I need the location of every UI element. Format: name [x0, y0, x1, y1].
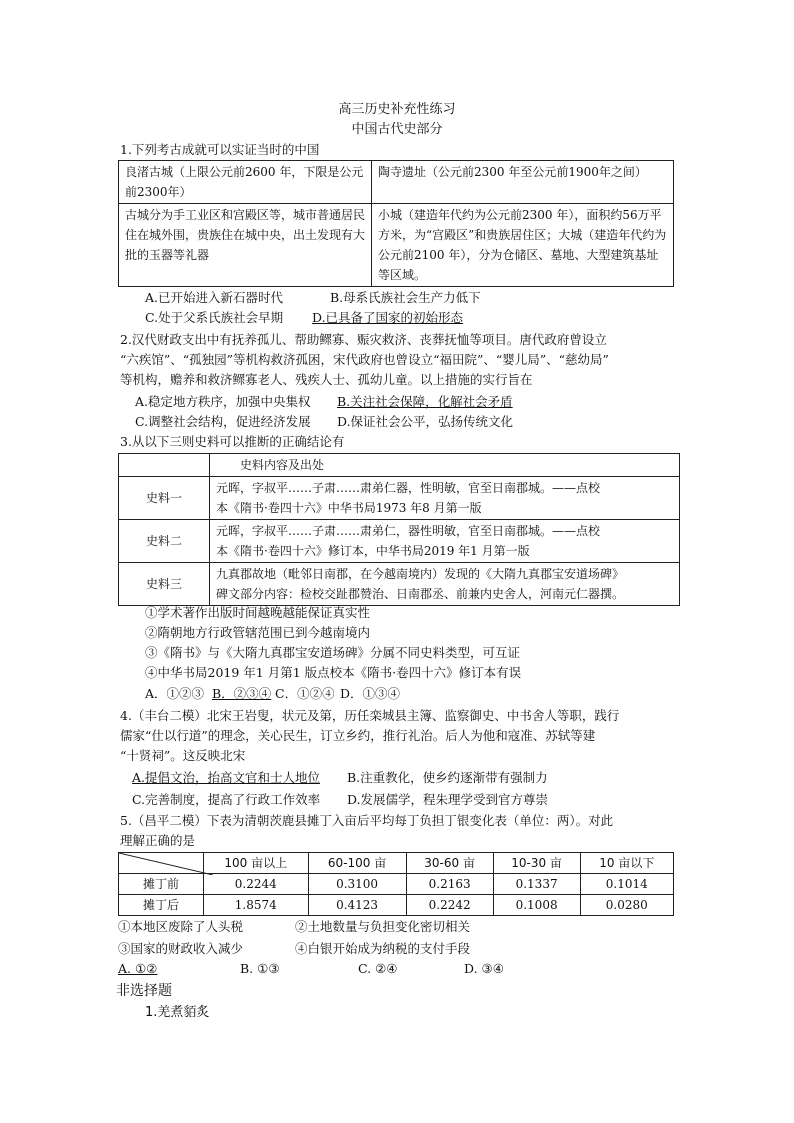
q5-option-a: A. ①②: [118, 961, 158, 976]
q3-row-content: [210, 520, 680, 563]
q3-option-b: B．②③④: [212, 686, 272, 701]
q3-row-label: 史料一: [119, 477, 210, 520]
q5-cell: 0.2163: [406, 874, 493, 895]
q5-cell: 0.1014: [580, 874, 673, 895]
q3-row-content: [210, 477, 680, 520]
q4-line-3: “十贤祠”。这反映北宋: [120, 748, 246, 763]
q5-cell: 0.0280: [580, 895, 673, 916]
q3-header: 史料内容及出处: [210, 454, 680, 477]
q4-option-b: B.注重教化，使乡约逐渐带有强制力: [347, 770, 548, 785]
q2-line-3: 等机构，赡养和救济鳏寡老人、残疾人士、孤幼儿童。以上措施的实行旨在: [120, 372, 533, 387]
q5-row-label: 摊丁前: [119, 874, 204, 895]
q1-cell-liangzhu-title: 良渚古城（上限公元前2600 年，下限是公元前2300年）: [119, 161, 372, 204]
q5-col-header: 100 亩以上: [204, 853, 309, 874]
q1-option-c: C.处于父系氏族社会早期: [145, 310, 284, 325]
q5-corner-diagonal: [119, 853, 213, 875]
q2-option-d: D.保证社会公平，弘扬传统文化: [337, 414, 514, 429]
q3-table: [118, 453, 680, 606]
q3-row-line: 本《隋书·卷四十六》中华书局1973 年8 月第一版: [216, 501, 482, 515]
q5-line-2: 理解正确的是: [120, 833, 196, 848]
q5-option-c: C. ②④: [358, 961, 398, 976]
q3-stem: 3.从以下三则史料可以推断的正确结论有: [120, 434, 345, 449]
q5-option-d: D. ③④: [464, 961, 504, 976]
q2-line-1: 2.汉代财政支出中有抚养孤儿、帮助鳏寡、赈灾救济、丧葬抚恤等项目。唐代政府曾设立: [120, 332, 607, 347]
q1-option-d: D.已具备了国家的初始形态: [312, 310, 464, 325]
q5-table: [118, 852, 674, 916]
q1-cell-taosi-title: 陶寺遗址（公元前2300 年至公元前1900年之间）: [372, 161, 674, 204]
q5-col-header: 60-100 亩: [308, 853, 406, 874]
doc-title: 高三历史补充性练习: [338, 102, 456, 117]
q2-option-a: A.稳定地方秩序，加强中央集权: [135, 394, 311, 409]
q3-row-content: [210, 563, 680, 606]
q5-cell: 0.4123: [308, 895, 406, 916]
q1-cell-taosi-desc: 小城（建造年代约为公元前2300 年），面积约56万平方米，为“宫殿区”和贵族居住区；大城（建造年代约为公元前2100 年），分为仓储区、墓地、大型建筑基址等区域。: [372, 204, 674, 287]
q3-row-line: 碑文部分内容：检校交趾郡赞治、日南郡丞、前兼内史舍人，河南元仁器撰。: [216, 587, 625, 601]
q5-item-4: ④白银开始成为纳税的支付手段: [295, 941, 471, 956]
q3-row-line: 元晖，字叔平……子肃……肃弟仁，器性明敏，官至日南郡城。——点校: [216, 524, 601, 538]
q3-row-label: 史料三: [119, 563, 210, 606]
q5-cell: 0.3100: [308, 874, 406, 895]
q5-cell: 0.1008: [493, 895, 580, 916]
q3-item-1: ①学术著作出版时间越晚越能保证真实性: [145, 605, 371, 620]
q2-option-c: C.调整社会结构，促进经济发展: [135, 414, 311, 429]
q3-row-line: 九真郡故地（毗邻日南郡，在今越南境内）发现的《大隋九真郡宝安道场碑》: [216, 567, 625, 581]
q4-option-a: A.提倡文治，抬高文官和士人地位: [132, 770, 321, 785]
q3-row-line: 本《隋书·卷四十六》修订本，中华书局2019 年1 月第一版: [216, 544, 530, 558]
q5-option-b: B. ①③: [240, 961, 280, 976]
q3-option-c: C．①②④: [275, 686, 335, 701]
q5-cell: 1.8574: [204, 895, 309, 916]
q5-item-2: ②土地数量与负担变化密切相关: [295, 919, 471, 934]
q5-cell: 0.1337: [493, 874, 580, 895]
q5-cell: 0.2244: [204, 874, 309, 895]
q1-option-b: B.母系氏族社会生产力低下: [330, 290, 481, 305]
q3-header-blank: [119, 454, 210, 477]
q5-row-label: 摊丁后: [119, 895, 204, 916]
q3-row-label: 史料二: [119, 520, 210, 563]
q1-option-a: A.已开始进入新石器时代: [145, 290, 284, 305]
q5-item-1: ①本地区废除了人头税: [118, 919, 244, 934]
q4-line-1: 4.（丰台二模）北宋王岩叟，状元及第，历任栾城县主簿、监察御史、中书舍人等职，践行: [120, 708, 620, 723]
q2-line-2: “六疾馆”、“孤独园”等机构救济孤困，宋代政府也曾设立“福田院”、“婴儿局”、“慈幼局”: [120, 352, 609, 367]
q5-item-3: ③国家的财政收入减少: [118, 941, 244, 956]
q5-line-1: 5.（昌平二模）下表为清朝茨鹿县摊丁入亩后平均每丁负担丁银变化表（单位：两）。对此: [120, 813, 614, 828]
section-item-1: 1.羌煮貊炙: [145, 1005, 210, 1020]
q3-item-3: ③《隋书》与《大隋九真郡宝安道场碑》分属不同史料类型，可互证: [145, 645, 521, 660]
q3-option-a: A．①②③: [145, 686, 205, 701]
q3-row-line: 元晖，字叔平……子肃……肃弟仁器，性明敏，官至日南郡城。——点校: [216, 481, 601, 495]
q1-stem: 1.下列考古成就可以实证当时的中国: [120, 142, 320, 157]
q3-item-4: ④中华书局2019 年1 月第1 版点校本《隋书·卷四十六》修订本有误: [145, 665, 522, 680]
q5-col-header: 10 亩以下: [580, 853, 673, 874]
q1-cell-liangzhu-desc: 古城分为手工业区和宫殿区等，城市普通居民住在城外围，贵族住在城中央，出土发现有大批的玉器等礼器: [119, 204, 372, 287]
section-heading: 非选择题: [116, 983, 172, 999]
q4-option-c: C.完善制度，提高了行政工作效率: [132, 792, 321, 807]
q3-item-2: ②隋朝地方行政管辖范围已到今越南境内: [145, 625, 371, 640]
q1-table: [118, 160, 674, 287]
q4-line-2: 儒家“仕以行道”的理念，关心民生，订立乡约，推行礼治。后人为他和寇准、苏轼等建: [120, 728, 596, 743]
q5-cell: 0.2242: [406, 895, 493, 916]
doc-subtitle: 中国古代史部分: [351, 122, 443, 137]
q2-option-b: B.关注社会保障，化解社会矛盾: [337, 394, 513, 409]
q4-option-d: D.发展儒学，程朱理学受到官方尊崇: [347, 792, 549, 807]
q5-header-corner: [119, 853, 204, 874]
q5-col-header: 10-30 亩: [493, 853, 580, 874]
q5-col-header: 30-60 亩: [406, 853, 493, 874]
q3-option-d: D．①③④: [340, 686, 401, 701]
